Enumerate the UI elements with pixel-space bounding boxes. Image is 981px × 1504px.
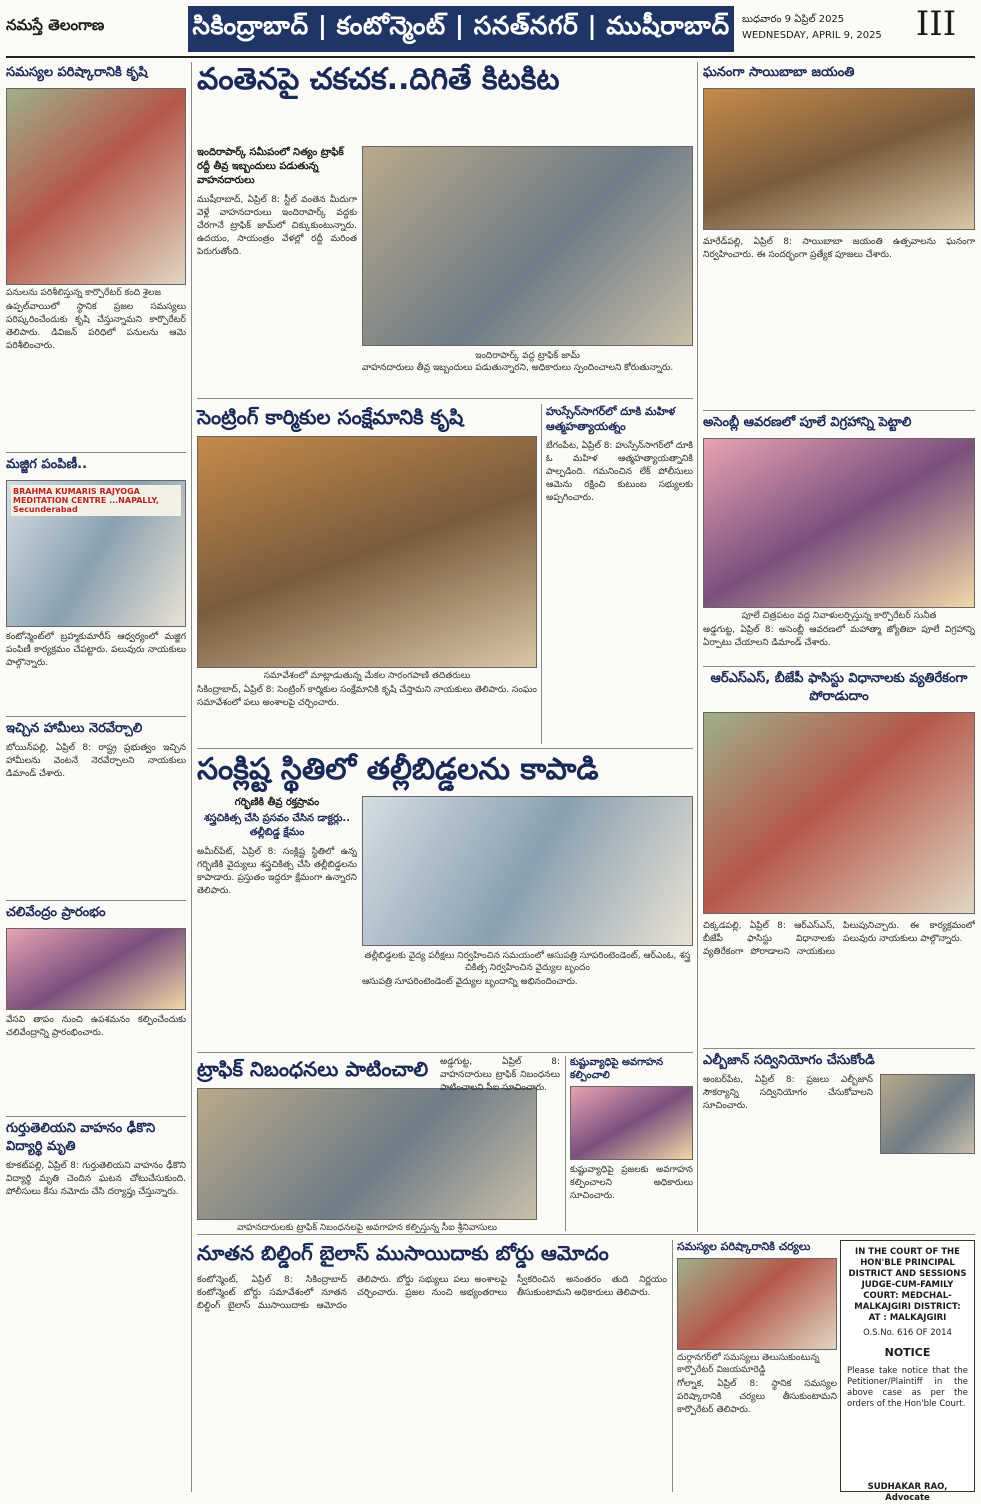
story-headline: కుష్టువ్యాధిపై అవగాహన కల్పించాలి [570, 1057, 664, 1081]
page-number: III [915, 4, 957, 44]
column-divider-left [191, 62, 192, 1492]
notice-footer: SUDHAKAR RAO, Advocate [867, 1482, 948, 1503]
story-headline: గుర్తుతెలియని వాహనం ఢీకొని విద్యార్థి మృతి [6, 1121, 156, 1154]
story-headline: ఎల్బీజాన్ సద్వినియోగం చేసుకోండి [703, 1053, 875, 1068]
left-story-1 [6, 64, 186, 391]
main-story-1-text [197, 146, 357, 394]
main-story-side [546, 404, 693, 740]
story-body: మారేడ్‌పల్లి, ఏప్రిల్ 8: సాయిబాబా జయంతి ఉత్సవాలను ఘనంగా నిర్వహించారు. ఈ సందర్భంగా ప్రత్యేక పూజలు చేశారు. [703, 237, 975, 260]
date-telugu: బుధవారం 9 ఏప్రిల్ 2025 [742, 14, 845, 25]
story-photo [703, 712, 975, 914]
photo-caption: తల్లీబిడ్డలకు వైద్య పరీక్షలు నిర్వహించిన సమయంలో ఆసుపత్రి సూపరింటెండెంట్, ఆర్ఎంఓ, శస్త్ర చికిత్స నిర్వహించిన వైద్యుల బృందం [364, 951, 691, 973]
court-notice [840, 1240, 975, 1503]
story-photo [570, 1086, 693, 1160]
story-photo [6, 88, 186, 285]
photo-caption: ఇందిరాపార్క్ వద్ద ట్రాఫిక్ జామ్ [475, 351, 580, 361]
divider [6, 1116, 186, 1117]
story-body: కంటోన్మెంట్‌లో బ్రహ్మకుమారీస్ ఆధ్వర్యంలో మజ్జిగ పంపిణీ కార్యక్రమం చేపట్టారు. పలువురు నాయకులు పాల్గొన్నారు. [6, 632, 186, 668]
banner-text: BRAHMA KUMARIS RAJYOGA MEDITATION CENTRE ...NAPALLY, Secunderabad [11, 485, 181, 516]
hospital-photo [362, 796, 693, 946]
divider [197, 1234, 975, 1235]
divider [197, 1052, 693, 1053]
right-story-1 [703, 64, 975, 396]
story-body: అంబర్‌పేట, ఏప్రిల్ 8: ప్రజలు ఎల్బీజాన్ సౌకర్యాన్ని సద్వినియోగం చేసుకోవాలని సూచించారు. [703, 1075, 873, 1111]
right-story-2 [703, 414, 975, 672]
notice-title: IN THE COURT OF THE HON'BLE PRINCIPAL DISTRICT AND SESSIONS JUDGE-CUM-FAMILY COURT: MEDCHAL-MALKAJGIRI DISTRICT: AT : MALKAJGIRI [848, 1247, 967, 1323]
date-english: WEDNESDAY, APRIL 9, 2025 [742, 30, 882, 41]
photo-caption: పనులను పరిశీలిస్తున్న కార్పొరేటర్ కంది శైలజ [6, 288, 161, 298]
story-body-cont: ఆసుపత్రి సూపరింటెండెంట్ వైద్యుల బృందాన్ని అభినందించారు. [362, 977, 578, 987]
story-photo [6, 480, 186, 627]
notice-body: Please take notice that the Petitioner/Plaintiff in the above case as per the orders of the Hon'ble Court. [847, 1366, 968, 1409]
main-story-3-sub [197, 796, 357, 840]
divider [541, 404, 542, 744]
story-body: గోల్నాక, ఏప్రిల్ 8: స్థానిక సమస్యల పరిష్కారానికి చర్యలు తీసుకుంటామని కార్పొరేటర్ తెలిపారు. [677, 1379, 837, 1415]
story-headline: నూతన బిల్డింగ్ బైలాస్ ముసాయిదాకు బోర్డు ఆమోదం [197, 1241, 609, 1265]
brand-logo: నమస్తే తెలంగాణ [6, 16, 105, 34]
story-photo [677, 1258, 837, 1350]
story-subheadline-1: గర్భిణికి తీవ్ర రక్తస్రావం [234, 797, 320, 808]
story-headline: వంతెనపై చకచక..దిగితే కిటకిట [197, 62, 560, 97]
divider [672, 1240, 673, 1492]
divider [6, 900, 186, 901]
main-story-2 [197, 404, 537, 764]
section-title-banner: సికింద్రాబాద్ | కంటోన్మెంట్ | సనత్‌నగర్ | ముషీరాబాద్ [188, 6, 734, 52]
left-story-5 [6, 1120, 186, 1500]
divider [703, 410, 975, 411]
story-body: బేగంపేట, ఏప్రిల్ 8: హుస్సేన్‌సాగర్‌లో దూకి ఓ మహిళ ఆత్మహత్యాయత్నానికి పాల్పడింది. గమనించిన లేక్ పోలీసులు ఆమెను రక్షించి కుటుంబ సభ్యులకు అప్పగించారు. [546, 441, 693, 503]
photo-caption: దుర్గానగర్‌లో సమస్యలు తెలుసుకుంటున్న కార్పొరేటర్ విజయమారెడ్డి [677, 1353, 820, 1375]
story-body: కూకట్‌పల్లి, ఏప్రిల్ 8: గుర్తుతెలియని వాహనం ఢీకొని విద్యార్థి మృతి చెందిన ఘటన చోటుచేసుకుంది. పోలీసులు కేసు నమోదు చేసి దర్యాప్తు చేస్తున్నారు. [6, 1161, 186, 1197]
left-story-4 [6, 904, 186, 1124]
divider [703, 666, 975, 667]
story-photo [703, 88, 975, 230]
story-body: అడ్డగుట్ట, ఏప్రిల్ 8: అసెంబ్లీ ఆవరణలో మహాత్మా జ్యోతిబా పూలే విగ్రహాన్ని ఏర్పాటు చేయాలని డిమాండ్ చేశారు. [703, 625, 975, 648]
story-subheadline: ఇందిరాపార్క్ సమీపంలో నిత్యం ట్రాఫిక్ రద్దీ తీవ్ర ఇబ్బందులు పడుతున్న వాహనదారులు [197, 147, 344, 186]
story-body-cont: వాహనదారులు తీవ్ర ఇబ్బందులు పడుతున్నారని, అధికారులు స్పందించాలని కోరుతున్నారు. [362, 363, 674, 373]
story-body: వేసవి తాపం నుంచి ఉపశమనం కల్పించేందుకు చలివేంద్రాన్ని ప్రారంభించారు. [6, 1015, 186, 1038]
divider [703, 1048, 975, 1049]
meeting-photo [197, 436, 537, 668]
story-body: ఉప్పల్‌వాయిలో స్థానిక ప్రజల సమస్యలు పరిష్కరించేందుకు కృషి చేస్తున్నామని కార్పొరేటర్ తెలిపారు. డివిజన్ పరిధిలో పనులను ఆమె పరిశీలించారు. [6, 302, 186, 351]
story-body: బోయిన్‌పల్లి, ఏప్రిల్ 8: రాష్ట్ర ప్రభుత్వం ఇచ్చిన హామీలను వెంటనే నెరవేర్చాలని నాయకులు డిమాండ్ చేశారు. [6, 743, 186, 779]
dateline [742, 12, 892, 44]
photo-caption: వాహనదారులకు ట్రాఫిక్ నిబంధనలపై అవగాహన కల్పిస్తున్న సీఐ శ్రీనివాసులు [237, 1223, 497, 1233]
main-story-6 [197, 1240, 667, 1489]
main-story-1 [197, 62, 693, 98]
story-body: సికింద్రాబాద్, ఏప్రిల్ 8: సెంట్రింగ్ కార్మికుల సంక్షేమానికి కృషి చేస్తామని నాయకులు తెలిపారు. సంఘం సమావేశంలో పలు అంశాలపై చర్చించారు. [197, 685, 537, 708]
photo-caption: సమావేశంలో మాట్లాడుతున్న మేకల సారంగపాణి తదితరులు [263, 671, 471, 681]
story-body: అడ్డగుట్ట, ఏప్రిల్ 8: వాహనదారులు ట్రాఫిక్ నిబంధనలు పాటించాలని సీఐ సూచించారు. [440, 1057, 560, 1093]
story-headline: ఘనంగా సాయిబాబా జయంతి [703, 65, 855, 80]
story-headline: సమస్యల పరిష్కారానికి కృషి [6, 65, 148, 80]
story-headline: సెంట్రింగ్ కార్మికుల సంక్షేమానికి కృషి [197, 405, 464, 429]
story-headline: ఆర్ఎస్ఎస్, బీజేపీ ఫాసిస్టు విధానాలకు వ్యతిరేకంగా పోరాడుదాం [710, 671, 968, 704]
main-story-7 [677, 1240, 837, 1478]
divider [565, 1056, 566, 1231]
divider [6, 716, 186, 717]
divider [6, 452, 186, 453]
story-headline: మజ్జిగ పంపిణీ.. [6, 457, 88, 472]
story-headline: చలివేంద్రం ప్రారంభం [6, 905, 106, 920]
story-body: అమీర్‌పేట్, ఏప్రిల్ 8: సంక్లిష్ట స్థితిలో ఉన్న గర్భిణికి వైద్యులు శస్త్రచికిత్స చేసి తల్లీబిడ్డలను కాపాడారు. ప్రస్తుతం ఇద్దరూ క్షేమంగా ఉన్నారని తెలిపారు. [197, 847, 357, 896]
story-headline: అసెంబ్లీ ఆవరణలో పూలే విగ్రహాన్ని పెట్టాలి [703, 415, 912, 430]
story-body: ముషీరాబాద్, ఏప్రిల్ 8: స్టీల్ వంతెన మీదుగా వెళ్లే వాహనదారులు ఇందిరాపార్క్ వద్దకు చేరగానే ట్రాఫిక్ జామ్‌లో చిక్కుకుంటున్నారు. ఉదయం, సాయంత్రం వేళల్లో రద్దీ మరింత పెరుగుతోంది. [197, 195, 357, 257]
story-photo [703, 438, 975, 608]
notice-os-number: O.S.No. 616 OF 2014 [863, 1328, 952, 1338]
notice-label: NOTICE [884, 1346, 931, 1359]
divider [197, 748, 693, 749]
story-subheadline-2: శస్త్రచికిత్స చేసి ప్రసవం చేసిన డాక్టర్లు.. తల్లీబిడ్డ క్షేమం [203, 813, 350, 838]
photo-caption: పూలే చిత్రపటం వద్ద నివాళులర్పిస్తున్న కార్పొరేటర్ సునీత [741, 611, 937, 621]
story-headline: సమస్యల పరిష్కారానికి చర్యలు [677, 1240, 811, 1253]
story-body: చిక్కడపల్లి, ఏప్రిల్ 8: ఆర్ఎస్ఎస్, బీజేపీ ఫాసిస్టు విధానాలకు వ్యతిరేకంగా పోరాడాలని నాయకులు పిలుపునిచ్చారు. ఈ కార్యక్రమంలో పలువురు నాయకులు పాల్గొన్నారు. [703, 921, 975, 957]
story-headline: సంక్లిష్ట స్థితిలో తల్లీబిడ్డలను కాపాడి [197, 752, 599, 787]
story-headline: ఇచ్చిన హామీలు నెరవేర్చాలి [6, 721, 143, 736]
main-story-3 [197, 752, 693, 788]
traffic-photo [362, 146, 693, 346]
story-body: కుష్టువ్యాధిపై ప్రజలకు అవగాహన కల్పించాలని అధికారులు సూచించారు. [570, 1165, 693, 1201]
header-rule [6, 56, 975, 58]
story-body: కంటోన్మెంట్, ఏప్రిల్ 8: సికింద్రాబాద్ కంటోన్మెంట్ బోర్డు సమావేశంలో నూతన బిల్డింగ్ బైలాస్ ముసాయిదాకు ఆమోదం తెలిపారు. బోర్డు సభ్యులు పలు అంశాలపై చర్చించారు. ప్రజల నుంచి అభ్యంతరాలు స్వీకరించిన అనంతరం తుది నిర్ణయం తీసుకుంటామని అధికారులు తెలిపారు. [197, 1275, 667, 1311]
column-divider-right [697, 62, 698, 1232]
story-headline: హుస్సేన్‌సాగర్‌లో దూకి మహిళ ఆత్మహత్యాయత్నం [546, 405, 676, 433]
story-photo [6, 928, 186, 1010]
left-story-2 [6, 456, 186, 731]
divider [197, 398, 693, 399]
story-headline: ట్రాఫిక్ నిబంధనలు పాటించాలి [197, 1057, 429, 1081]
main-story-5 [570, 1056, 693, 1244]
left-story-3 [6, 720, 186, 902]
portrait-photo [880, 1074, 975, 1154]
